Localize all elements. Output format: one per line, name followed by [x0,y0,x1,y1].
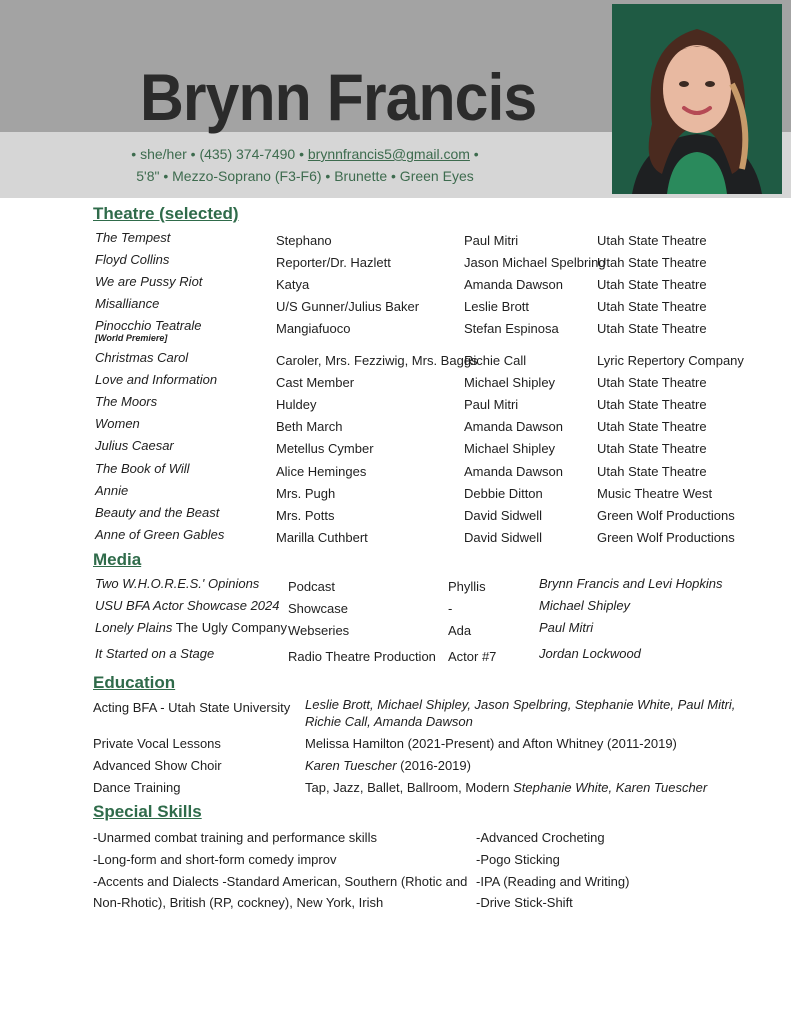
education-label: Private Vocal Lessons [93,736,221,751]
theatre-director: Richie Call [464,353,527,368]
theatre-heading: Theatre (selected) [93,204,239,223]
theatre-company: Lyric Repertory Company [597,353,744,368]
education-detail: Melissa Hamilton (2021-Present) and Afton Whitney (2011-2019) [305,736,677,751]
education-row [0,757,791,779]
theatre-title: Pinocchio Teatrale [95,318,202,333]
media-title-italic: USU BFA Actor Showcase 2024 [95,598,280,613]
theatre-role: U/S Gunner/Julius Baker [276,299,420,314]
education-row [0,735,791,757]
media-role: Phyllis [448,579,486,594]
media-row [0,575,791,597]
theatre-director: Stefan Espinosa [464,321,559,336]
media-heading: Media [93,550,142,569]
email-link[interactable]: brynnfrancis5@gmail.com [307,146,470,162]
media-role: Ada [448,623,472,638]
theatre-title: Christmas Carol [95,350,189,365]
skills-heading: Special Skills [93,802,202,821]
education-detail-plain: (2016-2019) [396,758,471,773]
theatre-director: Debbie Ditton [464,486,543,501]
education-label: Dance Training [93,780,181,795]
theatre-director: Jason Michael Spelbring [464,255,606,270]
education-detail [305,757,471,775]
theatre-role: Alice Heminges [276,464,367,479]
theatre-role: Katya [276,277,310,292]
theatre-role: Mangiafuoco [276,321,351,336]
media-director: Brynn Francis and Levi Hopkins [539,576,723,591]
theatre-company: Utah State Theatre [597,255,707,270]
skill-item: Non-Rhotic), British (RP, cockney), New York, Irish [93,895,384,910]
theatre-company: Utah State Theatre [597,321,707,336]
media-title [95,645,214,663]
skill-item: -Pogo Sticking [476,852,560,867]
resume-name: Brynn Francis [140,60,537,134]
theatre-company: Utah State Theatre [597,299,707,314]
theatre-role: Mrs. Potts [276,508,335,523]
education-detail-italic: Stephanie White, Karen Tuescher [513,780,708,795]
education-row [0,779,791,801]
theatre-director: Amanda Dawson [464,419,563,434]
media-role: Actor #7 [448,649,497,664]
theatre-row [0,371,791,393]
media-director: Michael Shipley [539,598,631,613]
media-title-italic: It Started on a Stage [95,646,215,661]
theatre-row [0,229,791,251]
theatre-company: Utah State Theatre [597,464,707,479]
education-detail: Leslie Brott, Michael Shipley, Jason Spelbring, Stephanie White, Paul Mitri, [305,697,736,712]
theatre-row [0,295,791,317]
theatre-director: Leslie Brott [464,299,530,314]
theatre-row [0,482,791,504]
theatre-role: Reporter/Dr. Hazlett [276,255,391,270]
media-title [95,597,280,615]
theatre-role: Beth March [276,419,343,434]
media-type: Radio Theatre Production [288,649,436,664]
headshot-photo [612,4,782,194]
education-detail [305,779,707,797]
theatre-director: Michael Shipley [464,375,556,390]
theatre-row [0,393,791,415]
theatre-role: Huldey [276,397,317,412]
theatre-director: Michael Shipley [464,441,556,456]
media-director: Jordan Lockwood [539,646,641,661]
education-detail-plain: Tap, Jazz, Ballet, Ballroom, Modern [305,780,514,795]
theatre-title: We are Pussy Riot [95,274,203,289]
theatre-title: Anne of Green Gables [95,527,225,542]
theatre-company: Utah State Theatre [597,397,707,412]
skill-item: -Accents and Dialects -Standard American, Southern (Rhotic and [93,874,468,889]
theatre-row [0,526,791,548]
theatre-company: Utah State Theatre [597,441,707,456]
education-heading: Education [93,673,176,692]
headshot-illustration [612,4,782,194]
theatre-role: Cast Member [276,375,355,390]
media-role: - [448,601,453,616]
media-row [0,597,791,619]
education-label: Acting BFA - Utah State University [93,700,291,715]
theatre-title: Women [95,416,140,431]
theatre-role: Mrs. Pugh [276,486,336,501]
theatre-company: Utah State Theatre [597,277,707,292]
theatre-row [0,504,791,526]
skill-item: -Advanced Crocheting [476,830,605,845]
theatre-row [0,349,791,371]
theatre-row [0,251,791,273]
skill-item: -IPA (Reading and Writing) [476,874,630,889]
theatre-director: David Sidwell [464,508,543,523]
media-title-italic: Lonely Plains [95,620,173,635]
media-director: Paul Mitri [539,620,594,635]
contact-line-2: 5'8" • Mezzo-Soprano (F3-F6) • Brunette • Green Eyes [136,168,474,184]
theatre-title: Beauty and the Beast [95,505,220,520]
media-title [95,575,259,593]
contact-line-1 [0,144,610,164]
contact-sep: • [469,146,479,162]
media-row [0,645,791,667]
education-detail-italic: Karen Tuescher [305,758,397,773]
education-row [0,697,791,729]
theatre-director: Paul Mitri [464,233,519,248]
theatre-role: Metellus Cymber [276,441,374,456]
theatre-role: Marilla Cuthbert [276,530,368,545]
media-title-suffix: The Ugly Company [172,620,287,635]
skill-item: -Unarmed combat training and performance skills [93,830,377,845]
theatre-director: Paul Mitri [464,397,519,412]
theatre-director: Amanda Dawson [464,277,563,292]
theatre-row [0,415,791,437]
theatre-company: Utah State Theatre [597,375,707,390]
theatre-company: Green Wolf Productions [597,530,735,545]
skill-item: -Drive Stick-Shift [476,895,573,910]
contact-info: • she/her • (435) 374-7490 • [131,146,308,162]
media-type: Webseries [288,623,350,638]
skill-item: -Long-form and short-form comedy improv [93,852,337,867]
world-premiere-note: [World Premiere] [95,333,168,343]
theatre-director: Amanda Dawson [464,464,563,479]
media-type: Podcast [288,579,335,594]
media-row [0,619,791,641]
theatre-title: The Book of Will [95,461,190,476]
media-title-italic: Two W.H.O.R.E.S.' Opinions [95,576,260,591]
theatre-row [0,273,791,295]
theatre-title: Julius Caesar [95,438,174,453]
theatre-company: Utah State Theatre [597,419,707,434]
theatre-role: Stephano [276,233,332,248]
theatre-title: Love and Information [95,372,218,387]
media-title [95,619,287,637]
theatre-title: The Moors [95,394,158,409]
theatre-company: Green Wolf Productions [597,508,735,523]
theatre-title: Annie [95,483,129,498]
theatre-company: Utah State Theatre [597,233,707,248]
media-type: Showcase [288,601,348,616]
theatre-title: The Tempest [95,230,171,245]
theatre-row [0,460,791,482]
theatre-role: Caroler, Mrs. Fezziwig, Mrs. Baggs [276,353,478,368]
education-detail-cont: Richie Call, Amanda Dawson [305,714,473,729]
theatre-title: Misalliance [95,296,160,311]
theatre-company: Music Theatre West [597,486,713,501]
theatre-title: Floyd Collins [95,252,170,267]
theatre-row [0,437,791,459]
theatre-director: David Sidwell [464,530,543,545]
education-label: Advanced Show Choir [93,758,222,773]
